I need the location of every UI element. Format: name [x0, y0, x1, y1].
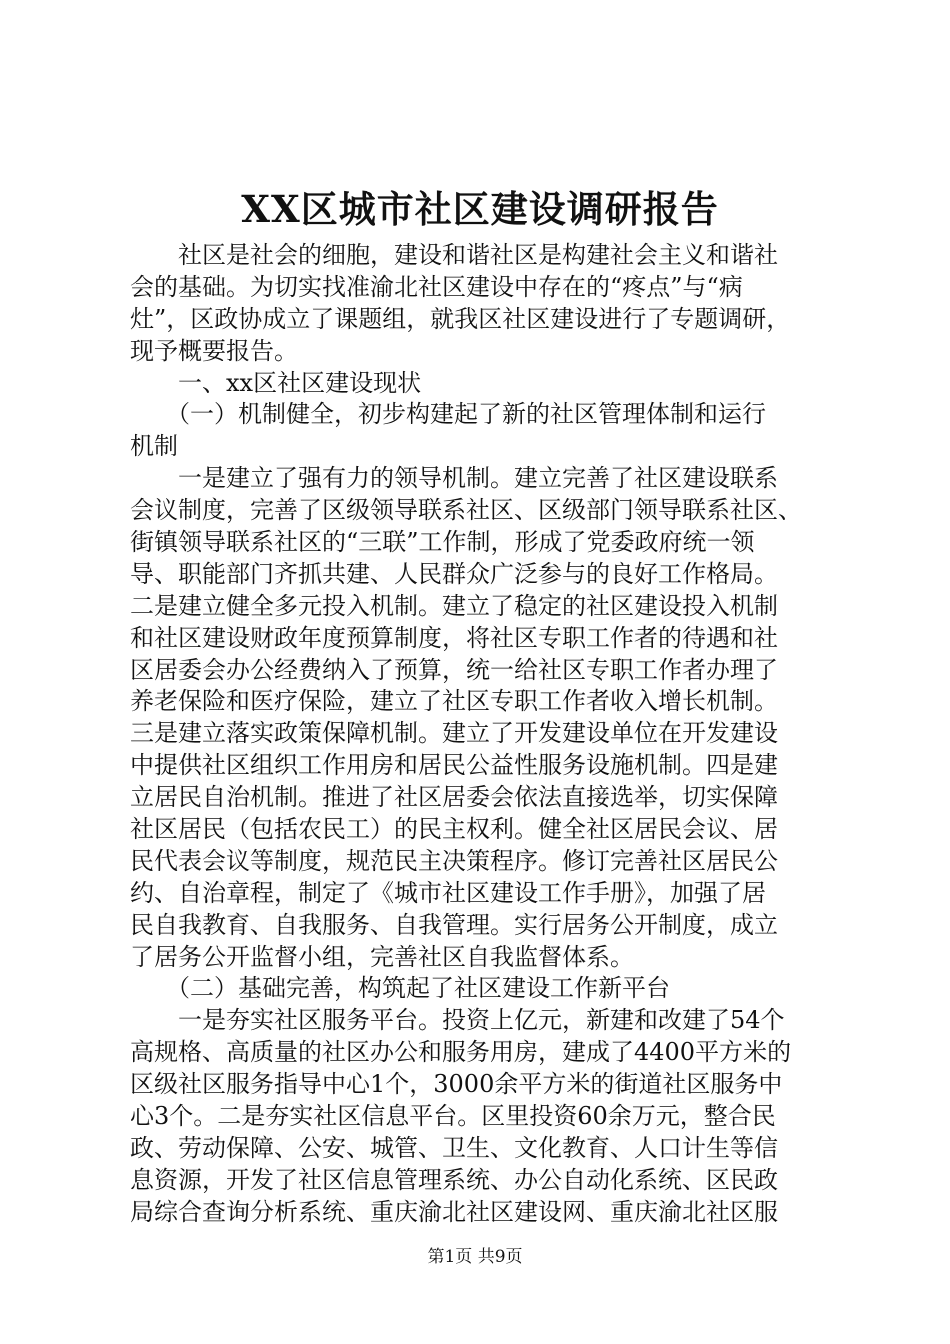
text-line: 导、职能部门齐抓共建、人民群众广泛参与的良好工作格局。	[130, 559, 778, 588]
text-line: 区居委会办公经费纳入了预算，统一给社区专职工作者办理了	[130, 655, 778, 684]
text-line: 会的基础。为切实找准渝北社区建设中存在的“疼点”与“病	[130, 272, 743, 301]
text-line: 心3个。二是夯实社区信息平台。区里投资60余万元，整合民	[130, 1102, 776, 1131]
page-footer: 第1页 共9页	[427, 1247, 523, 1267]
document-title: XX区城市社区建设调研报告	[241, 187, 719, 231]
text-line: 政、劳动保障、公安、城管、卫生、文化教育、人口计生等信	[130, 1133, 778, 1162]
text-line: 局综合查询分析系统、重庆渝北社区建设网、重庆渝北社区服	[130, 1197, 778, 1226]
text-line: 养老保险和医疗保险，建立了社区专职工作者收入增长机制。	[130, 687, 778, 716]
text-line: 高规格、高质量的社区办公和服务用房，建成了4400平方米的	[130, 1038, 792, 1067]
text-line: （一）机制健全，初步构建起了新的社区管理体制和运行	[130, 400, 766, 429]
text-line: 民自我教育、自我服务、自我管理。实行居务公开制度，成立	[130, 910, 778, 939]
text-line: 约、自治章程，制定了《城市社区建设工作手册》，加强了居	[130, 878, 766, 907]
text-line: 机制	[130, 432, 178, 461]
text-line: （二）基础完善，构筑起了社区建设工作新平台	[130, 974, 670, 1003]
text-line: 息资源，开发了社区信息管理系统、办公自动化系统、区民政	[130, 1165, 778, 1194]
document-body	[130, 240, 830, 1229]
text-line: 社区居民（包括农民工）的民主权利。健全社区居民会议、居	[130, 815, 778, 844]
text-line: 立居民自治机制。推进了社区居委会依法直接选举，切实保障	[130, 783, 778, 812]
text-line: 一是夯实社区服务平台。投资上亿元，新建和改建了54个	[130, 1006, 785, 1035]
text-line: 区级社区服务指导中心1个，3000余平方米的街道社区服务中	[130, 1070, 783, 1099]
text-line: 一是建立了强有力的领导机制。建立完善了社区建设联系	[130, 464, 778, 493]
text-line: 中提供社区组织工作用房和居民公益性服务设施机制。四是建	[130, 751, 778, 780]
text-line: 会议制度，完善了区级领导联系社区、区级部门领导联系社区、	[130, 496, 802, 525]
text-line: 灶”，区政协成立了课题组，就我区社区建设进行了专题调研，	[130, 304, 791, 333]
text-line: 现予概要报告。	[130, 336, 298, 365]
text-line: 了居务公开监督小组，完善社区自我监督体系。	[130, 942, 634, 971]
text-line: 社区是社会的细胞，建设和谐社区是构建社会主义和谐社	[130, 241, 778, 269]
text-line: 二是建立健全多元投入机制。建立了稳定的社区建设投入机制	[130, 591, 778, 620]
text-line: 三是建立落实政策保障机制。建立了开发建设单位在开发建设	[130, 719, 778, 748]
text-line: 和社区建设财政年度预算制度，将社区专职工作者的待遇和社	[130, 623, 778, 652]
text-line: 街镇领导联系社区的“三联”工作制，形成了党委政府统一领	[130, 528, 755, 557]
text-line: 民代表会议等制度，规范民主决策程序。修订完善社区居民公	[130, 846, 778, 875]
text-line: 一、xx区社区建设现状	[130, 368, 422, 397]
